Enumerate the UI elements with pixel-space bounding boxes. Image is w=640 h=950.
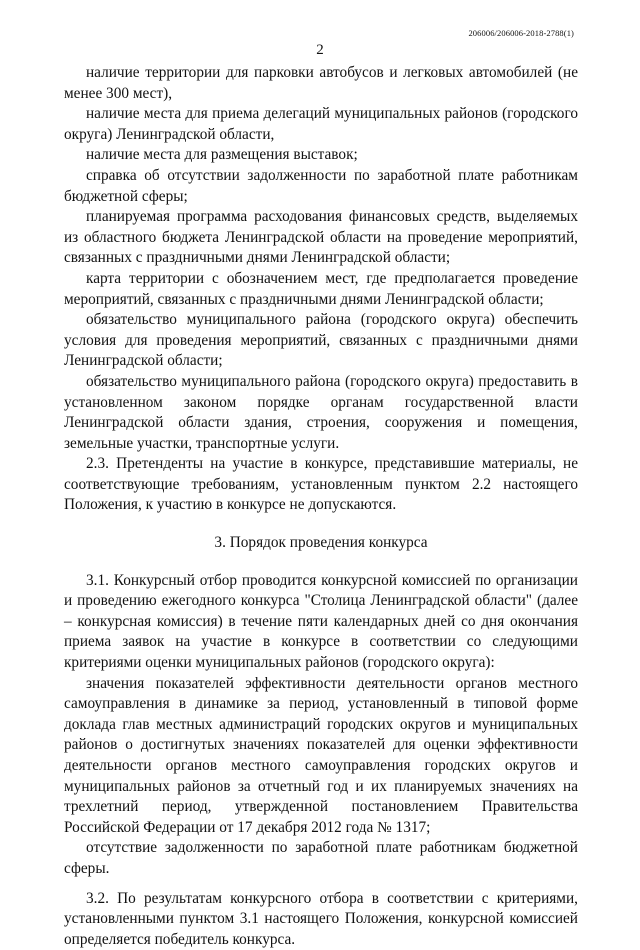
paragraph-obligation-provide: обязательство муниципального района (городского округа) предоставить в установленном законом порядке органам государственной власти Ленинградской области здания, строения, сооружения и помещения, земельные участки, транспортные услуги. (64, 372, 578, 452)
paragraph-spending-program: планируемая программа расходования финансовых средств, выделяемых из областного бюджета Ленинградской области на проведение мероприятий, связанных с праздничными днями Ленинградской области; (64, 208, 578, 267)
paragraph-3-2: 3.2. По результатам конкурсного отбора в соответствии с критериями, установленными пунктом 3.1 настоящего Положения, конкурсной комиссией определяется победитель конкурса. (64, 889, 578, 948)
paragraph-delegations: наличие места для приема делегаций муниципальных районов (городского округа) Ленинградской области, (64, 105, 578, 143)
paragraph-indicators: значения показателей эффективности деятельности органов местного самоуправления в динамике за период, установленный в типовой форме доклада глав местных администраций городских округов и муниципальных районов о достигнутых значениях показателей для оценки эффективности деятельности органов местного самоуправления городских округов и муниципальных районов за отчетный год и их планируемых значениях на трехлетний период, утвержденной постановлением Правительства Российской Федерации от 17 декабря 2012 года № 1317; (64, 674, 578, 836)
paragraph-parking: наличие территории для парковки автобусов и легковых автомобилей (не менее 300 мест), (64, 64, 578, 102)
paragraph-2-3: 2.3. Претенденты на участие в конкурсе, представившие материалы, не соответствующие требованиям, установленным пунктом 2.2 настоящего Положения, к участию в конкурсе не допускаются. (64, 455, 578, 514)
section-3-heading: 3. Порядок проведения конкурса (214, 534, 428, 552)
page-number: 2 (316, 42, 324, 58)
paragraph-3-1: 3.1. Конкурсный отбор проводится конкурсной комиссией по организации и проведению ежегодного конкурса "Столица Ленинградской области" (далее – конкурсная комиссия) в течение пяти календарных дней со дня окончания приема заявок на участие в конкурсе в соответствии со следующими критериями оценки муниципальных районов (городского округа): (64, 571, 578, 672)
paragraph-exhibitions: наличие места для размещения выставок; (86, 146, 358, 164)
document-body (64, 63, 578, 950)
document-number: 206006/206006-2018-2788(1) (468, 28, 574, 38)
paragraph-salary-certificate: справка об отсутствии задолженности по заработной плате работникам бюджетной сферы; (64, 166, 578, 205)
paragraph-territory-map: карта территории с обозначением мест, где предполагается проведение мероприятий, связанных с праздничными днями Ленинградской области; (64, 269, 578, 308)
paragraph-no-debt: отсутствие задолженности по заработной плате работникам бюджетной сферы. (64, 839, 578, 877)
paragraph-obligation-conditions: обязательство муниципального района (городского округа) обеспечить условия для проведения мероприятий, связанных с праздничными днями Ленинградской области; (64, 311, 578, 370)
